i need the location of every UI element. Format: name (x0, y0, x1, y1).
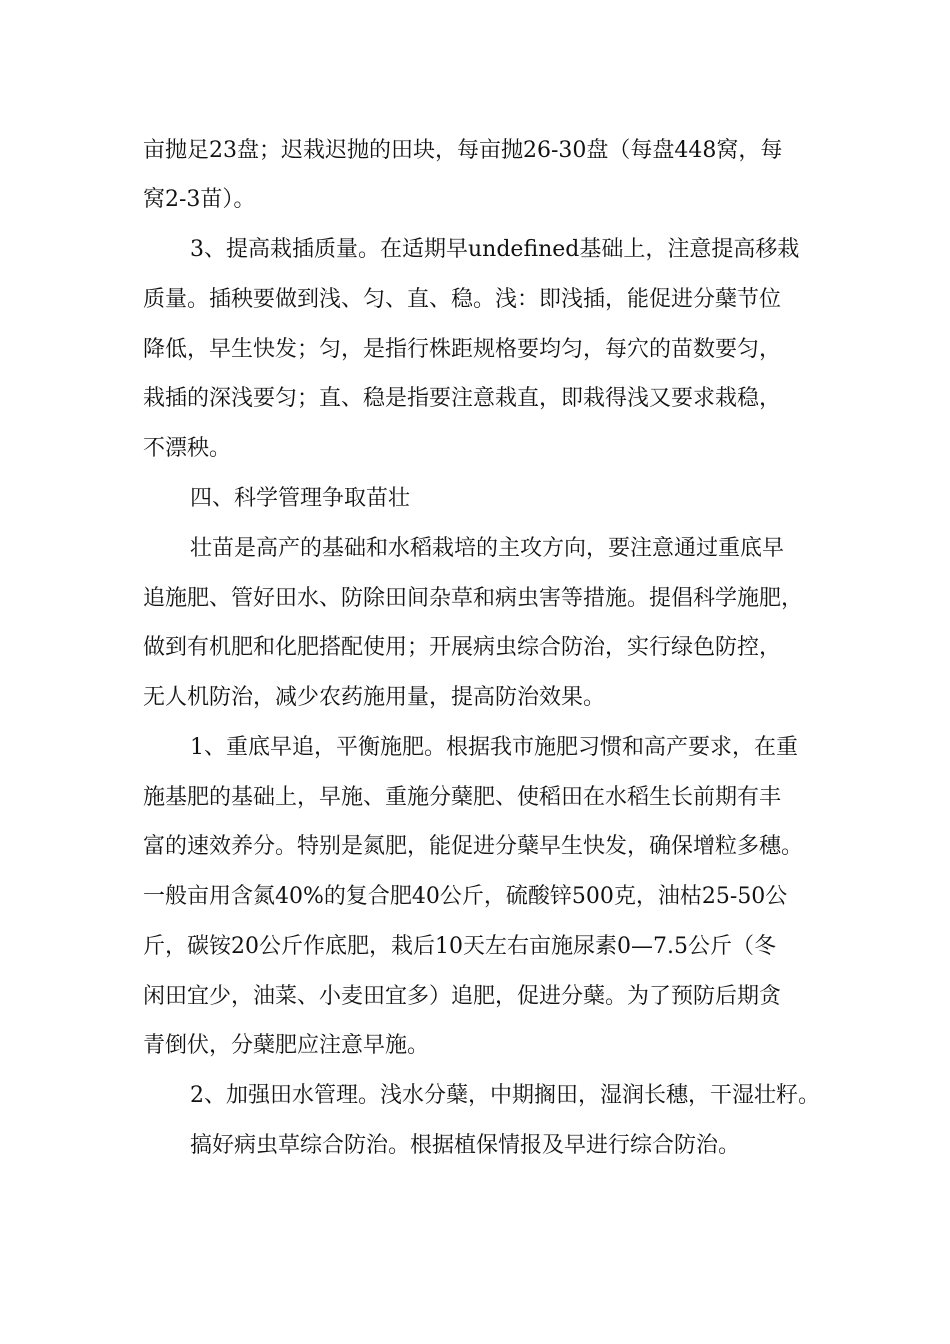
text-line: 施基肥的基础上，早施、重施分蘖肥、使稻田在水稻生长前期有丰 (143, 785, 782, 810)
text-line: 追施肥、管好田水、防除田间杂草和病虫害等措施。提倡科学施肥， (143, 586, 804, 611)
text-line: 做到有机肥和化肥搭配使用；开展病虫综合防治，实行绿色防控， (143, 635, 782, 660)
text-line: 栽插的深浅要匀；直、稳是指要注意栽直，即栽得浅又要求栽稳， (143, 386, 782, 411)
text-line: 无人机防治，减少农药施用量，提高防治效果。 (143, 685, 606, 710)
text-line: 3、提高栽插质量。在适期早undefined基础上，注意提高移栽 (190, 237, 800, 262)
text-line: 降低，早生快发；匀，是指行株距规格要均匀，每穴的苗数要匀， (143, 337, 782, 362)
text-line: 亩抛足23盘；迟栽迟抛的田块，每亩抛26-30盘（每盘448窝，每 (143, 138, 783, 163)
text-line: 搞好病虫草综合防治。根据植保情报及早进行综合防治。 (190, 1133, 741, 1158)
text-line: 2、加强田水管理。浅水分蘖，中期搁田，湿润长穗，干湿壮籽。 (190, 1083, 820, 1108)
text-line: 一般亩用含氮40%的复合肥40公斤，硫酸锌500克，油枯25-50公 (143, 884, 788, 909)
text-line: 质量。插秧要做到浅、匀、直、稳。浅：即浅插，能促进分蘖节位 (143, 287, 782, 312)
text-line: 不漂秧。 (143, 436, 232, 461)
text-line: 斤，碳铵20公斤作底肥，栽后10天左右亩施尿素0—7.5公斤（冬 (143, 934, 776, 959)
text-line: 闲田宜少，油菜、小麦田宜多）追肥，促进分蘖。为了预防后期贪 (143, 984, 782, 1009)
text-line: 富的速效养分。特别是氮肥，能促进分蘖早生快发，确保增粒多穗。 (143, 834, 804, 859)
section-heading: 四、科学管理争取苗壮 (190, 486, 411, 511)
text-line: 窝2-3苗）。 (143, 187, 256, 212)
text-line: 1、重底早追，平衡施肥。根据我市施肥习惯和高产要求，在重 (190, 735, 798, 760)
text-line: 壮苗是高产的基础和水稻栽培的主攻方向，要注意通过重底早 (190, 536, 785, 561)
text-line: 青倒伏，分蘖肥应注意早施。 (143, 1033, 430, 1058)
